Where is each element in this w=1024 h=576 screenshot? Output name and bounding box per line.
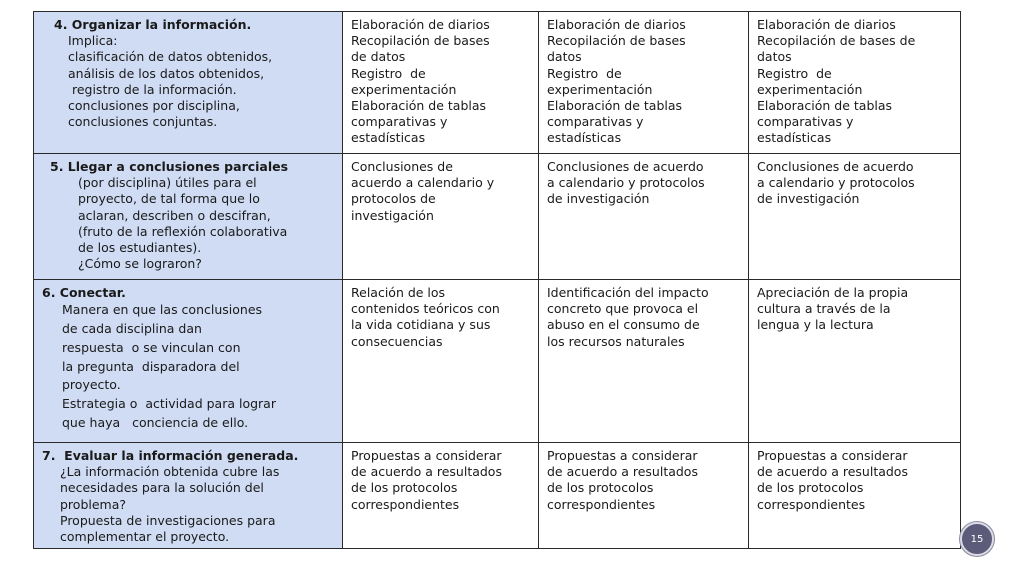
activity-line: investigación xyxy=(351,207,434,223)
activity-line: acuerdo a calendario y xyxy=(351,175,495,191)
activity-line: los recursos naturales xyxy=(547,333,685,349)
activity-line: cultura a través de la xyxy=(757,301,891,317)
activity-line: correspondientes xyxy=(547,496,656,512)
activity-line: comparativas y xyxy=(547,114,644,130)
activity-line: Registro de xyxy=(351,65,426,81)
step-description-line: Implica: xyxy=(68,33,118,49)
step-description-line: clasificación de datos obtenidos, xyxy=(68,49,273,65)
step-cell xyxy=(34,12,343,154)
step-description-line: conclusiones por disciplina, xyxy=(68,98,240,114)
activity-line: Identificación del impacto xyxy=(547,285,709,300)
activity-line: Propuestas a considerar xyxy=(757,448,908,463)
step-description-line: complementar el proyecto. xyxy=(60,529,230,545)
step-title: 4. Organizar la información. xyxy=(54,17,252,32)
step-description-line: conclusiones conjuntas. xyxy=(68,114,218,130)
activity-line: experimentación xyxy=(547,81,653,97)
activity-line: Conclusiones de acuerdo xyxy=(757,159,914,174)
activity-line: correspondientes xyxy=(757,496,866,512)
activity-line: de acuerdo a resultados xyxy=(547,464,698,480)
activity-line: Apreciación de la propia xyxy=(757,285,909,300)
activity-cell xyxy=(343,12,539,154)
step-description-line: necesidades para la solución del xyxy=(60,480,264,496)
activity-line: Relación de los xyxy=(351,285,446,300)
activity-line: Recopilación de bases xyxy=(351,33,490,49)
step-description-line: que haya conciencia de ello. xyxy=(62,414,249,430)
step-description-line: proyecto, de tal forma que lo xyxy=(78,191,260,207)
activity-line: Registro de xyxy=(757,65,832,81)
activity-cell xyxy=(539,12,749,154)
table-body xyxy=(34,12,961,549)
activity-line: comparativas y xyxy=(757,114,854,130)
activity-line: consecuencias xyxy=(351,333,443,349)
activity-line: Elaboración de diarios xyxy=(757,17,896,32)
activity-line: de acuerdo a resultados xyxy=(351,464,502,480)
activity-line: lengua y la lectura xyxy=(757,317,874,333)
step-description-line: registro de la información. xyxy=(68,81,237,97)
step-description-line: ¿La información obtenida cubre las xyxy=(60,464,280,480)
step-description-line: Propuesta de investigaciones para xyxy=(60,512,276,528)
activity-cell xyxy=(539,280,749,443)
step-cell xyxy=(34,154,343,280)
activity-line: concreto que provoca el xyxy=(547,301,699,317)
activity-line: Recopilación de bases xyxy=(547,33,686,49)
activity-cell xyxy=(749,443,961,549)
step-description-line: proyecto. xyxy=(62,377,121,393)
step-cell xyxy=(34,443,343,549)
activity-line: Elaboración de tablas xyxy=(547,98,683,114)
activity-line: experimentación xyxy=(351,81,457,97)
activity-cell xyxy=(539,154,749,280)
activity-line: estadísticas xyxy=(757,130,832,146)
activity-line: de investigación xyxy=(547,191,650,207)
table-row xyxy=(34,443,961,549)
activity-line: datos xyxy=(547,49,582,65)
activity-cell xyxy=(539,443,749,549)
step-description-line: problema? xyxy=(60,496,127,512)
activity-line: contenidos teóricos con xyxy=(351,301,500,317)
activity-line: a calendario y protocolos xyxy=(757,175,915,191)
activity-line: de los protocolos xyxy=(351,480,458,496)
activity-line: Elaboración de diarios xyxy=(547,17,686,32)
step-description-line: Manera en que las conclusiones xyxy=(62,302,263,318)
table-row xyxy=(34,154,961,280)
step-description-line: (fruto de la reflexión colaborativa xyxy=(78,223,288,239)
activity-line: la vida cotidiana y sus xyxy=(351,317,491,333)
table-row xyxy=(34,12,961,154)
activities-table xyxy=(33,11,961,549)
slide-number-badge xyxy=(960,522,994,556)
activity-line: Recopilación de bases de xyxy=(757,33,916,49)
activity-line: estadísticas xyxy=(351,130,426,146)
activity-line: abuso en el consumo de xyxy=(547,317,700,333)
activity-cell xyxy=(343,443,539,549)
activity-line: datos xyxy=(757,49,792,65)
step-title: 6. Conectar. xyxy=(42,285,126,300)
step-description-line: (por disciplina) útiles para el xyxy=(78,175,257,191)
step-description-line: respuesta o se vinculan con xyxy=(62,339,241,355)
activity-cell xyxy=(343,280,539,443)
activity-line: Conclusiones de acuerdo xyxy=(547,159,704,174)
activity-line: Propuestas a considerar xyxy=(547,448,698,463)
activity-cell xyxy=(343,154,539,280)
step-description-line: Estrategia o actividad para lograr xyxy=(62,396,276,412)
activity-line: protocolos de xyxy=(351,191,436,207)
slide-number: 15 xyxy=(970,533,984,545)
step-description-line: la pregunta disparadora del xyxy=(62,358,240,374)
table-row xyxy=(34,280,961,443)
activity-line: correspondientes xyxy=(351,496,460,512)
activity-cell xyxy=(749,12,961,154)
activity-line: Conclusiones de xyxy=(351,159,453,174)
activity-cell xyxy=(749,154,961,280)
step-cell xyxy=(34,280,343,443)
activity-line: Elaboración de diarios xyxy=(351,17,490,32)
step-description-line: ¿Cómo se lograron? xyxy=(78,256,202,272)
activity-line: estadísticas xyxy=(547,130,622,146)
activity-line: de investigación xyxy=(757,191,860,207)
step-title: 7. Evaluar la información generada. xyxy=(42,448,299,463)
activity-line: a calendario y protocolos xyxy=(547,175,705,191)
activity-line: experimentación xyxy=(757,81,863,97)
step-title: 5. Llegar a conclusiones parciales xyxy=(50,159,289,174)
step-description-line: aclaran, describen o descifran, xyxy=(78,207,271,223)
activity-line: de acuerdo a resultados xyxy=(757,464,908,480)
activity-line: de datos xyxy=(351,49,406,65)
activity-line: Propuestas a considerar xyxy=(351,448,502,463)
activity-line: Elaboración de tablas xyxy=(351,98,487,114)
activity-line: Registro de xyxy=(547,65,622,81)
activity-line: de los protocolos xyxy=(547,480,654,496)
step-description-line: de cada disciplina dan xyxy=(62,321,202,336)
step-description-line: de los estudiantes). xyxy=(78,240,202,256)
activity-line: Elaboración de tablas xyxy=(757,98,893,114)
activity-line: comparativas y xyxy=(351,114,448,130)
activity-line: de los protocolos xyxy=(757,480,864,496)
step-description-line: análisis de los datos obtenidos, xyxy=(68,65,265,81)
activity-cell xyxy=(749,280,961,443)
